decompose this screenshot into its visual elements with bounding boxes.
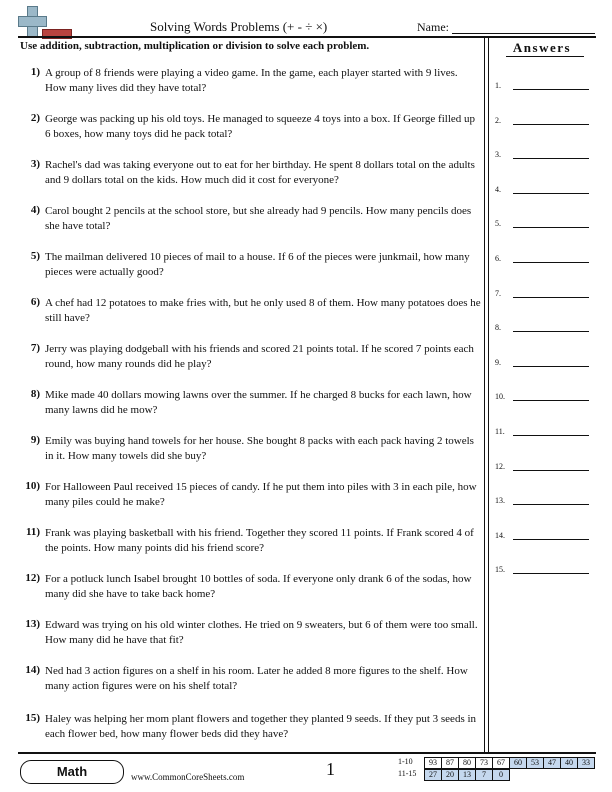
score-cell: 67 xyxy=(492,757,510,769)
question-text: Haley was helping her mom plant flowers and together they planted 9 seeds. If they put 3 seeds in each flower bed, how many flower beds did they have? xyxy=(45,713,477,740)
score-row-label: 1-10 xyxy=(398,757,413,766)
question-number: 3) xyxy=(30,158,40,170)
question-number: 12) xyxy=(25,572,40,584)
score-cell: 93 xyxy=(424,757,442,769)
question-number: 7) xyxy=(30,342,40,354)
question-number: 9) xyxy=(30,434,40,446)
answer-blank[interactable] xyxy=(513,158,589,159)
question-text: For Halloween Paul received 15 pieces of candy. If he put them into piles with 3 in each pile, how many piles could he make? xyxy=(45,481,477,508)
question-text: Jerry was playing dodgeball with his friends and scored 21 points total. If he scored 7 points each round, how many rounds did he play? xyxy=(45,343,474,370)
answer-number: 15. xyxy=(495,565,505,575)
question-number: 4) xyxy=(30,204,40,216)
score-cell: 33 xyxy=(577,757,595,769)
header-divider xyxy=(18,36,596,38)
column-divider xyxy=(488,36,489,752)
answer-item xyxy=(495,462,595,476)
answer-item xyxy=(495,531,595,545)
score-cell: 27 xyxy=(424,769,442,781)
answer-item xyxy=(495,81,595,95)
name-field-line xyxy=(452,33,595,34)
score-cell: 73 xyxy=(475,757,493,769)
answer-number: 7. xyxy=(495,288,501,298)
answer-item xyxy=(495,323,595,337)
question-text: Carol bought 2 pencils at the school store, but she already had 9 pencils. How many pencils does she have total? xyxy=(45,205,472,232)
answer-number: 10. xyxy=(495,392,505,402)
question-text: Rachel's dad was taking everyone out to eat for her birthday. He spent 8 dollars total on the adults and 9 dollars total on the kids. How much did it cost for everyone? xyxy=(45,159,475,186)
answer-number: 2. xyxy=(495,115,501,125)
answer-item xyxy=(495,289,595,303)
answer-blank[interactable] xyxy=(513,331,589,332)
answer-number: 3. xyxy=(495,150,501,160)
answer-item xyxy=(495,150,595,164)
question-number: 11) xyxy=(25,526,40,538)
answer-blank[interactable] xyxy=(513,89,589,90)
question-text: A group of 8 friends were playing a video game. In the game, each player started with 9 lives. How many lives did they have total? xyxy=(45,67,458,94)
answer-blank[interactable] xyxy=(513,400,589,401)
question-text: George was packing up his old toys. He managed to squeeze 4 toys into a box. If George filled up 6 boxes, how many toys did he pack total? xyxy=(45,113,476,140)
answer-number: 12. xyxy=(495,461,505,471)
answer-number: 8. xyxy=(495,323,501,333)
answer-item xyxy=(495,392,595,406)
name-label: Name: xyxy=(417,20,449,34)
plus-icon-bar xyxy=(18,16,47,27)
column-divider xyxy=(484,36,485,752)
answer-blank[interactable] xyxy=(513,193,589,194)
question-number: 14) xyxy=(25,664,40,676)
score-row-label: 11-15 xyxy=(398,769,417,778)
question-text: Edward was trying on his old winter clothes. He tried on 9 sweaters, but 6 of them were too small. How many did he have that fit? xyxy=(45,619,478,646)
page-number: 1 xyxy=(326,759,335,779)
score-cell: 13 xyxy=(458,769,476,781)
answer-number: 4. xyxy=(495,184,501,194)
score-cell: 20 xyxy=(441,769,459,781)
question-text: Mike made 40 dollars mowing lawns over the summer. If he charged 8 bucks for each lawn, how many lawns did he mow? xyxy=(45,389,472,416)
question-number: 6) xyxy=(30,296,40,308)
website-link: www.CommonCoreSheets.com xyxy=(131,772,245,782)
answer-item xyxy=(495,565,595,579)
question-number: 13) xyxy=(25,618,40,630)
answer-blank[interactable] xyxy=(513,262,589,263)
answer-number: 9. xyxy=(495,357,501,367)
question-number: 5) xyxy=(30,250,40,262)
answer-blank[interactable] xyxy=(513,435,589,436)
question-number: 1) xyxy=(30,66,40,78)
answer-blank[interactable] xyxy=(513,124,589,125)
score-cell: 7 xyxy=(475,769,493,781)
page-title: Solving Words Problems (+ - ÷ ×) xyxy=(150,19,328,34)
footer-divider xyxy=(18,752,596,754)
question-number: 15) xyxy=(25,712,40,724)
answer-blank[interactable] xyxy=(513,297,589,298)
answer-blank[interactable] xyxy=(513,539,589,540)
score-cell: 40 xyxy=(560,757,578,769)
answer-item xyxy=(495,358,595,372)
score-cell: 87 xyxy=(441,757,459,769)
question-number: 8) xyxy=(30,388,40,400)
question-text: For a potluck lunch Isabel brought 10 bottles of soda. If everyone only drank 6 of the sodas, how many did she have to take back home? xyxy=(45,573,472,600)
subject-badge: Math xyxy=(20,760,124,784)
answer-item xyxy=(495,254,595,268)
worksheet-logo xyxy=(18,6,70,38)
score-cell: 0 xyxy=(492,769,510,781)
answer-blank[interactable] xyxy=(513,470,589,471)
question-text: The mailman delivered 10 pieces of mail to a house. If 6 of the pieces were junkmail, how many pieces were actually good? xyxy=(45,251,470,278)
answer-number: 1. xyxy=(495,81,501,90)
question-number: 10) xyxy=(25,480,40,492)
score-cell: 60 xyxy=(509,757,527,769)
answer-item xyxy=(495,496,595,510)
score-cell: 80 xyxy=(458,757,476,769)
answer-item xyxy=(495,219,595,233)
answer-blank[interactable] xyxy=(513,227,589,228)
score-cell: 53 xyxy=(526,757,544,769)
question-text: Frank was playing basketball with his friend. Together they scored 11 points. If Frank scored 4 of the points. How many points did his friend score? xyxy=(45,527,474,554)
instructions: Use addition, subtraction, multiplication or division to solve each problem. xyxy=(20,40,370,52)
question-text: A chef had 12 potatoes to make fries with, but he only used 8 of them. How many potatoes does he still have? xyxy=(45,297,481,324)
answer-number: 11. xyxy=(495,427,505,436)
answer-item xyxy=(495,427,595,441)
answer-item xyxy=(495,185,595,199)
answer-blank[interactable] xyxy=(513,573,589,574)
answer-blank[interactable] xyxy=(513,504,589,505)
score-cell: 47 xyxy=(543,757,561,769)
answer-blank[interactable] xyxy=(513,366,589,367)
answer-number: 14. xyxy=(495,530,505,540)
answer-number: 5. xyxy=(495,219,501,229)
answers-header-underline xyxy=(506,56,584,57)
question-text: Ned had 3 action figures on a shelf in his room. Later he added 8 more figures to the shelf. How many action figures were on his shelf total? xyxy=(45,665,468,692)
answer-number: 6. xyxy=(495,254,501,263)
question-number: 2) xyxy=(30,112,40,124)
answers-header: Answers xyxy=(512,40,572,55)
answer-item xyxy=(495,116,595,130)
question-text: Emily was buying hand towels for her house. She bought 8 packs with each pack having 2 towels in it. How many towels did she buy? xyxy=(45,435,474,462)
answer-number: 13. xyxy=(495,496,505,506)
